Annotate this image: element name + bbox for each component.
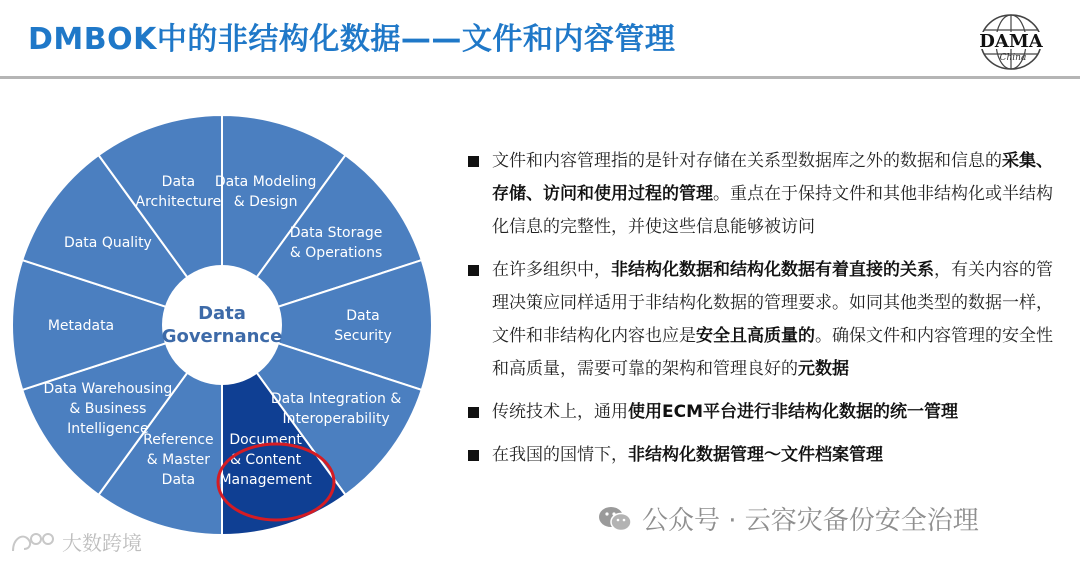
wheel-segment-label-line: & Business <box>69 400 147 417</box>
wechat-watermark <box>598 500 979 537</box>
bullet-item: 在许多组织中，非结构化数据和结构化数据有着直接的关系，有关内容的管理决策应同样适用于非结构化数据的管理要求。如同其他类型的数据一样，文件和非结构化内容也应是安全且高质量的。确保文件和内容管理的安全性和高质量，需要可靠的架构和管理良好的元数据 <box>468 254 1068 386</box>
corner-watermark-text: 大数跨境 <box>62 531 142 555</box>
bullet-square-icon <box>468 265 479 276</box>
logo-subtext: China <box>999 53 1027 63</box>
bullet-item: 传统技术上，通用使用ECM平台进行非结构化数据的统一管理 <box>468 396 1068 429</box>
bullet-list <box>468 145 1068 482</box>
wheel-segment-label-line: & Master <box>146 452 210 469</box>
center-label-line2: Governance <box>161 326 283 347</box>
dmbok-wheel-diagram <box>0 84 460 534</box>
wheel-segment-label-line: Architecture <box>135 193 222 210</box>
bullet-item: 文件和内容管理指的是针对存储在关系型数据库之外的数据和信息的采集、存储、访问和使用过程的管理。重点在于保持文件和其他非结构化或半结构化信息的完整性，并使这些信息能够被访问 <box>468 145 1068 244</box>
brand-logo-icon <box>10 529 56 555</box>
dama-china-logo <box>958 10 1064 72</box>
wheel-segment-label-line: Data <box>161 173 196 190</box>
wheel-segment-label <box>219 432 312 488</box>
wheel-segment-label-line: Data Warehousing <box>43 380 173 397</box>
wheel-segment-label-line: & Operations <box>289 245 383 262</box>
slide-title: DMBOK中的非结构化数据——文件和内容管理 <box>28 22 676 57</box>
wheel-segment-label-line: Data Quality <box>63 235 152 252</box>
corner-watermark <box>10 527 142 556</box>
bullet-square-icon <box>468 407 479 418</box>
wheel-segment-label <box>48 318 114 334</box>
wheel-segment-label-line: Document <box>229 432 302 449</box>
wheel-segment-label <box>64 235 152 251</box>
wheel-segment-label-line: & Content <box>230 452 302 469</box>
wheel-segment-label-line: Data <box>346 308 380 324</box>
logo-text: DAMA <box>979 31 1043 52</box>
wheel-segment-label-line: Security <box>334 328 392 344</box>
wheel-segment-label-line: Data Modeling <box>214 173 317 190</box>
center-label-line1: Data <box>198 303 246 324</box>
wheel-segment-label-line: Data Storage <box>289 225 383 242</box>
wheel-segment-label-line: Reference <box>143 432 214 449</box>
wheel-segment-label-line: Metadata <box>47 318 115 334</box>
wheel-segment-label-line: & Design <box>233 193 298 210</box>
center-hub <box>162 265 282 385</box>
wheel-segment-label-line: Intelligence <box>67 420 149 437</box>
wheel-segment-label-line: Interoperability <box>282 410 390 427</box>
wheel-segment-label-line: Data <box>161 472 196 489</box>
watermark-text: 公众号 · 云容灾备份安全治理 <box>642 506 979 536</box>
bullet-item: 在我国的国情下，非结构化数据管理～文件档案管理 <box>468 439 1068 472</box>
wheel-segment-label-line: Management <box>219 472 312 489</box>
bullet-square-icon <box>468 450 479 461</box>
wechat-icon <box>598 505 632 533</box>
wheel-segment-label-line: Data Integration & <box>270 390 402 407</box>
bullet-square-icon <box>468 156 479 167</box>
title-divider <box>0 76 1080 79</box>
